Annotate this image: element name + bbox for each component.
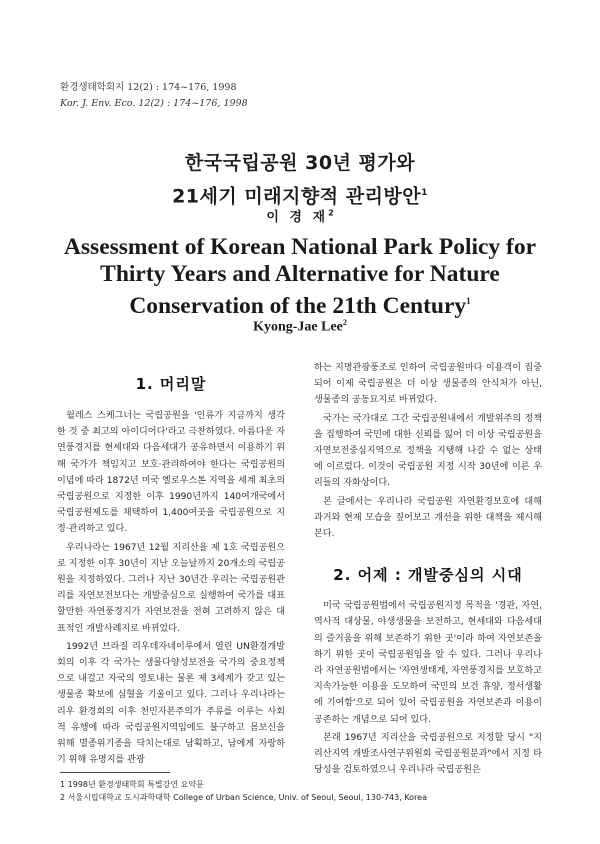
section-heading-introduction: 1. 머리말: [135, 375, 207, 393]
author-footnote-mark: 2: [328, 208, 334, 218]
english-author-footnote-mark: 2: [342, 318, 347, 327]
korean-title-line-1: 한국국립공원 30년 평가와: [184, 152, 416, 174]
section-heading-yesterday: 2. 어제 : 개발중심의 시대: [333, 566, 523, 585]
footnote-1: 1 1998년 환경생태학회 특별강연 요약문: [60, 780, 204, 789]
footnote-divider: [60, 772, 170, 773]
paragraph: 국가는 국가대로 그간 국립공원내에서 개발위주의 정책을 집행하여 국민에 대한 신뢰를 잃어 더 이상 국립공원을 자연보전중심지역으로 정책을 지탱해 나갈 수 없는 상태에 이르렀다. 이것이 국립공원 지정 시작 30년에 이른 우리들의 자화상이다.: [314, 413, 542, 489]
journal-citation-en: Kor. J. Env. Eco. 12(2) : 174~176, 1998: [60, 98, 248, 109]
paragraph: 미국 국립공원법에서 국립공원지정 목적을 '경관, 자연, 역사적 대상물, 야생생물을 보전하고, 현세대와 다음세대의 즐거움을 위해 보존하기 위한 곳'이라 하여 자연보존을 하기 위한 곳이 국립공원임을 알 수 있다. 그러나 우리나라 자연공원법에서는 '자연생태계, 자연풍경지를 보호하고 지속가능한 이용을 도모하여 국민의 보건 휴양, 정서생활에 기여함'으로 되어 있어 국립공원을 자연보존과 이용이 공존하는 개념으로 되어 있다.: [314, 601, 542, 725]
korean-title: [0, 148, 600, 211]
journal-citation-ko: 환경생태학회지 12(2) : 174~176, 1998: [60, 82, 237, 93]
paragraph: 1992년 브라질 리우데자네이루에서 열린 UN환경개발회의 이후 각 국가는 생물다양성보전을 국가의 중요정책으로 내걸고 자국의 영토내는 물론 제 3세계가 갖고 있는 생물종 확보에 심혈을 기울이고 있다. 그러나 우리나라는 리우 환경회의 이후 천민자본주의가 주류를 이루는 사회적 유행에 따라 국립공원지역임에도 불구하고 몸보신을 위해 멸종위기종을 닥치는대로 남획하고, 남에게 자랑하기 위해 유명지를 관광: [57, 641, 285, 766]
paragraph: 하는 지명관광풍조로 인하여 국립공원마다 이용객이 집중되어 이제 국립공원은 더 이상 생물종의 안식처가 아닌, 생물종의 공동묘지로 바뀌었다.: [314, 363, 542, 406]
paragraph: 우리나라는 1967년 12월 지리산을 제 1호 국립공원으로 지정한 이후 30년이 지난 오늘날까지 20개소의 국립공원을 지정하였다. 그러나 지난 30년간 우리는 국립공원관리를 자연보전보다는 개발중심으로 실행하여 국가를 대표할만한 자연풍경지가 자연보전을 전혀 고려하지 않은 대표적인 개발사례지로 바뀌었다.: [57, 542, 285, 634]
korean-title-line-2: 21세기 미래지향적 관리방안$^1$: [172, 185, 428, 208]
paragraph: 본 글에서는 우리나라 국립공원 자연환경보호에 대해 과거와 현재 모습을 짚어보고 개선을 위한 대책을 제시해 본다.: [314, 496, 542, 540]
paragraph: 본래 1967년 지리산을 국립공원으로 지정할 당시 "지리산지역 개발조사연구위원회 국립공원분과"에서 지정 타당성을 검토하였으니 우리나라 국립공원은: [314, 732, 542, 776]
left-column: [57, 360, 285, 770]
right-column: [314, 360, 542, 780]
journal-citation: [60, 80, 248, 112]
paragraph: 월레스 스케그너는 국립공원을 '인류가 지금까지 생각한 것 중 최고의 아이디어다'라고 극찬하였다. 아름다운 자연풍경지를 현세대와 다음세대가 공유하면서 이용하기 위해 국가가 책임지고 보호·관리하여야 한다는 국립공원의 이념에 따라 1872년 미국 옐로우스톤 지역을 세계 최초의 국립공원으로 지정한 이후 1990년까지 140여개국에서 국립공원제도를 채택하여 1,400여곳을 국립공원으로 지정·관리하고 있다.: [57, 411, 285, 535]
footnote-2: 2 서울시립대학교 도시과학대학 College of Urban Science, Univ. of Seoul, Seoul, 130-743, Korea: [60, 793, 428, 802]
korean-author: 이 경 재$^2$: [266, 208, 334, 225]
english-author: Kyong-Jae Lee$^2$: [253, 318, 347, 335]
footnotes: [60, 778, 427, 804]
english-title: Assessment of Korean National Park Policy for Thirty Years and Alternative for Nature Conservation of the 21th Century$^1$: [63, 234, 537, 319]
title-footnote-mark: 1: [421, 188, 428, 198]
english-title-footnote-mark: 1: [466, 296, 471, 306]
